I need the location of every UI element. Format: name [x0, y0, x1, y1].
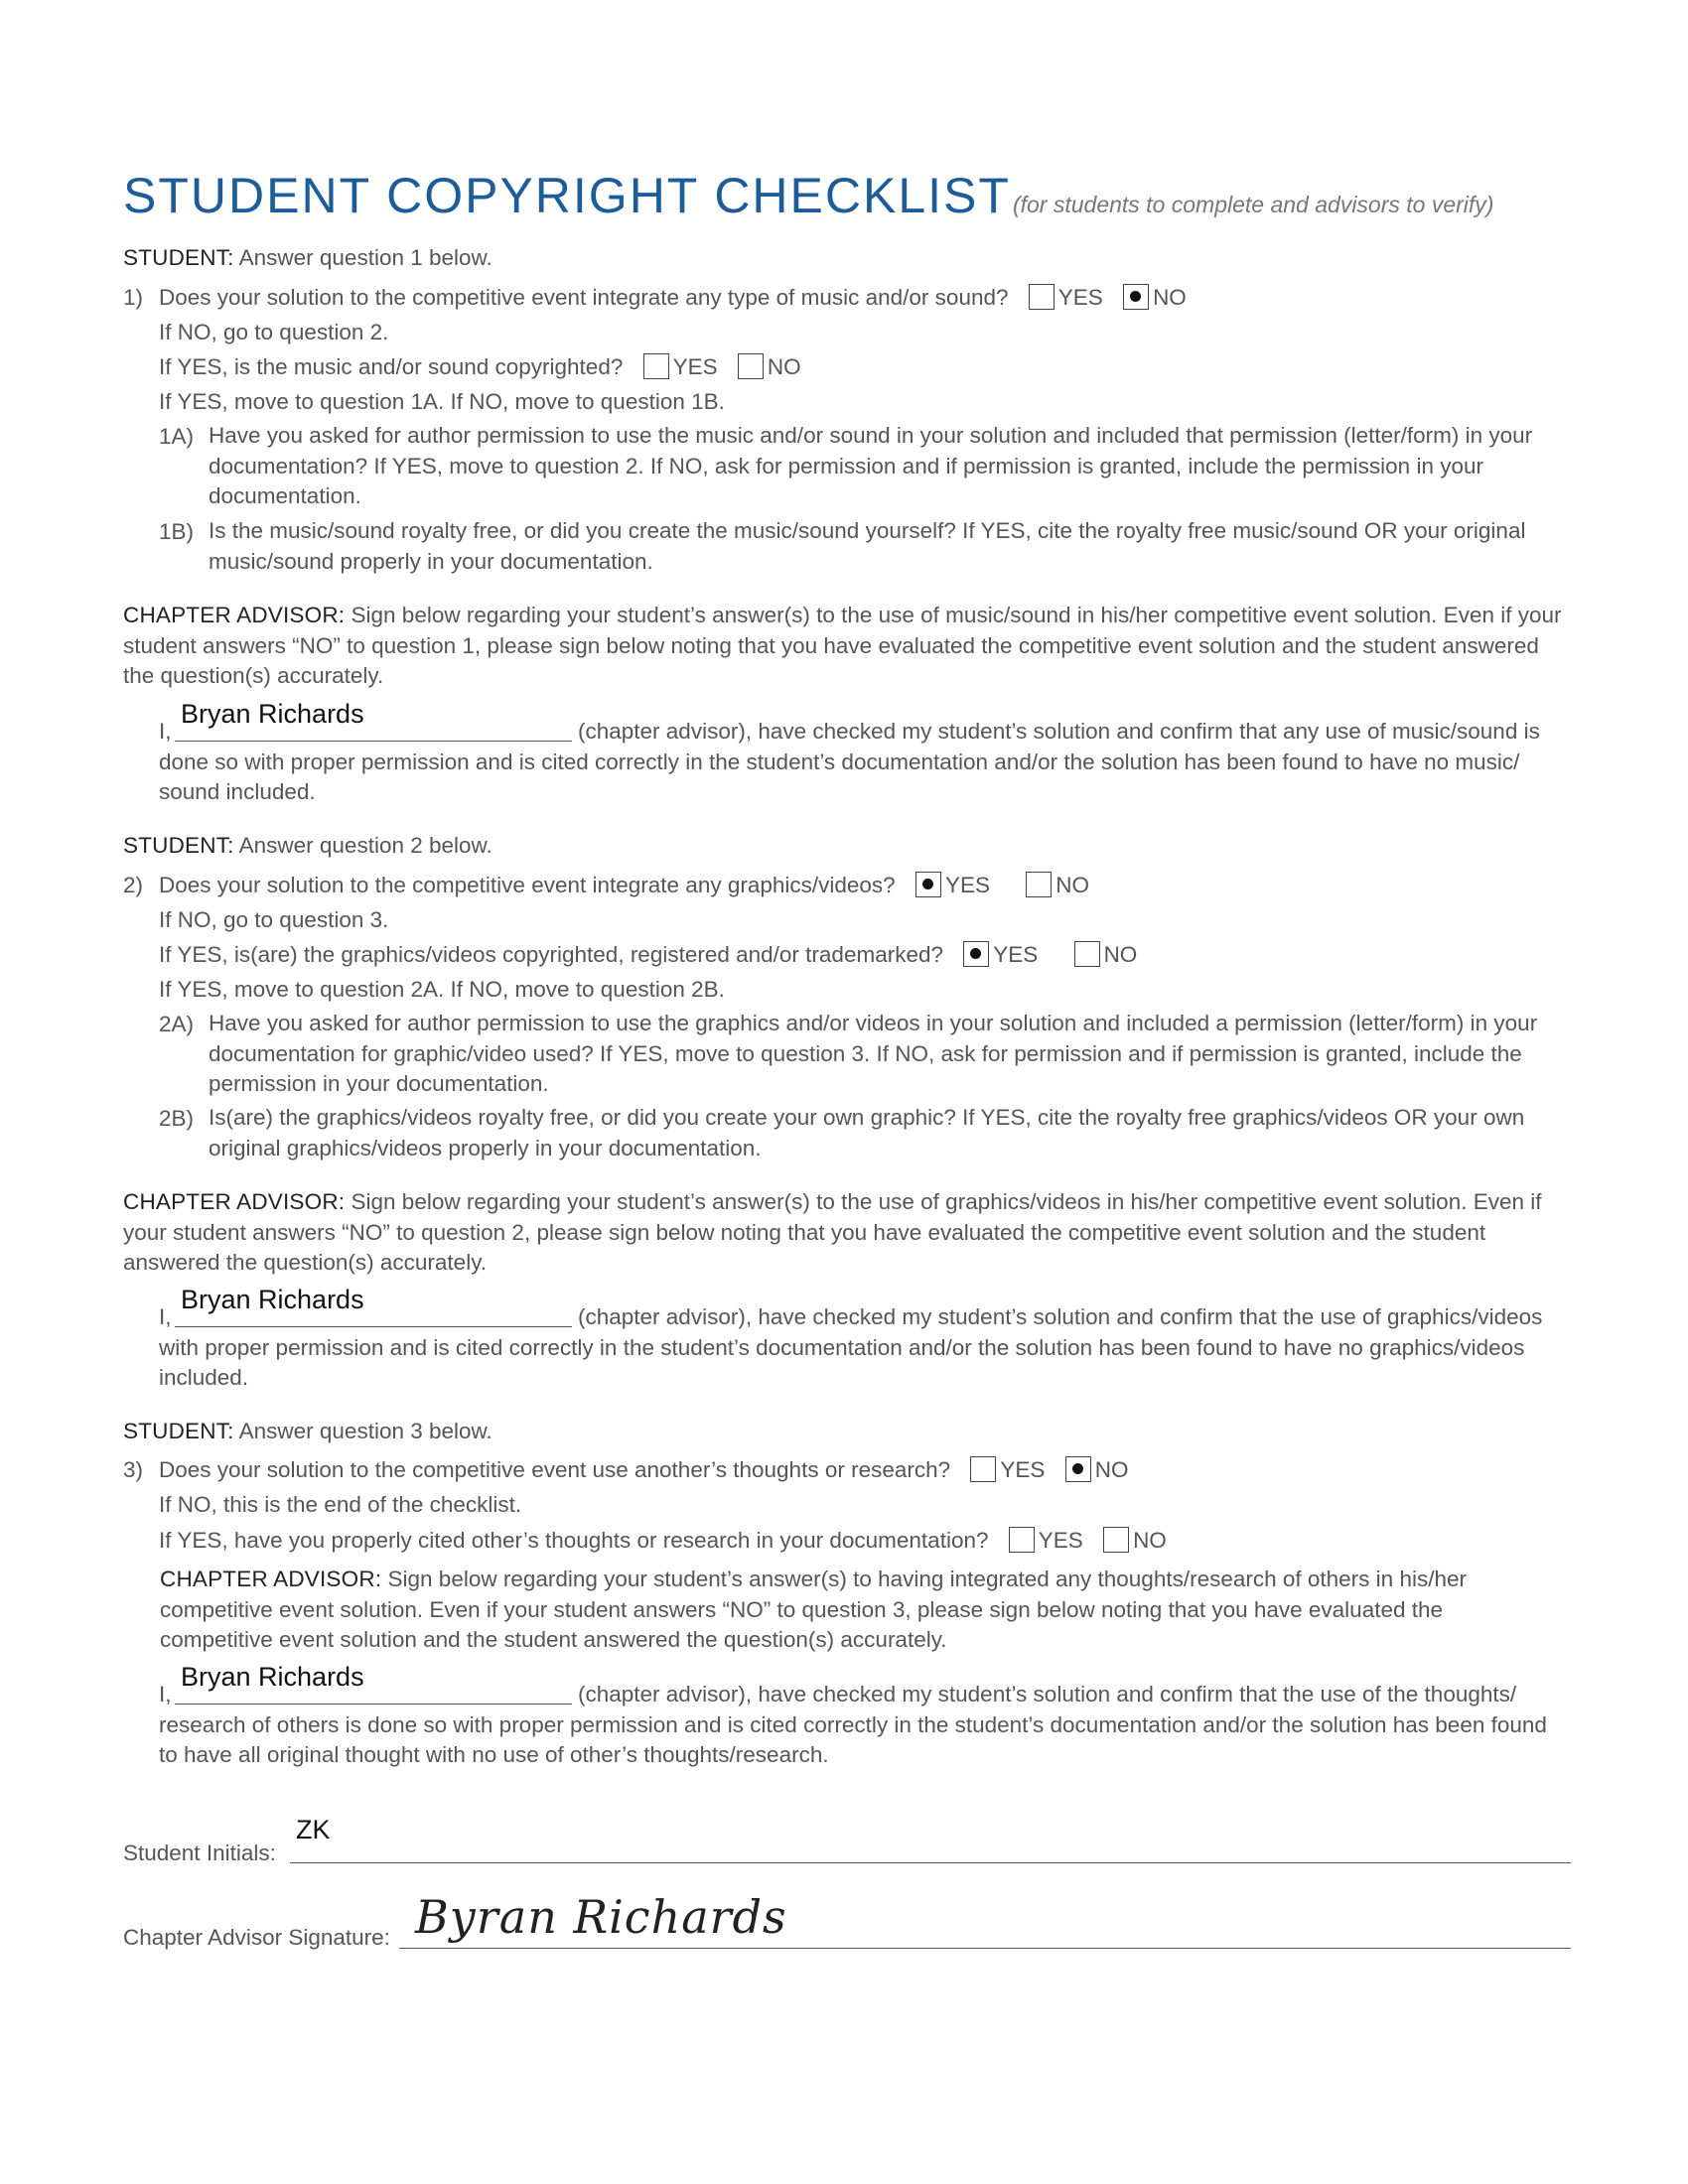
sign-text-line-2: research of others is done so with proper permission and is cited correctly in the student’s documentation and/or the solution has been found [159, 1712, 1547, 1737]
advisor-label: CHAPTER ADVISOR: [160, 1567, 382, 1591]
page-title [123, 167, 1493, 224]
sign-text-line-2: done so with proper permission and is cited correctly in the student’s documentation and/or the solution has been found to have no music/ [159, 750, 1520, 774]
sign-prefix: I, [159, 1304, 172, 1329]
q2-no-checkbox[interactable] [1026, 872, 1052, 897]
question-1 [123, 282, 1187, 313]
sub-question-text: If YES, is(are) the graphics/videos copyrighted, registered and/or trademarked? [159, 942, 943, 967]
yes-label: YES [944, 873, 990, 897]
q3-sub-yes-checkbox[interactable] [1009, 1527, 1035, 1553]
q1a-number: 1A) [159, 424, 195, 449]
q2-sub-yes-checkbox[interactable] [963, 941, 989, 967]
no-label: NO [1133, 1528, 1167, 1553]
title-main: STUDENT COPYRIGHT CHECKLIST [123, 168, 1011, 223]
yes-label: YES [1038, 1528, 1083, 1553]
sign-text-line-1: (chapter advisor), have checked my student’s solution and confirm that the use of the thoughts/ [578, 1682, 1517, 1706]
yes-label: YES [993, 942, 1039, 967]
chapter-advisor-signature-label: Chapter Advisor Signature: [123, 1925, 390, 1950]
q1-sub-no-checkbox[interactable] [738, 353, 764, 379]
q2b-number: 2B) [159, 1106, 195, 1131]
q1-no-checkbox[interactable] [1123, 284, 1149, 310]
section1-student-instruction [123, 242, 492, 273]
advisor-label: CHAPTER ADVISOR: [123, 1189, 346, 1214]
student-initials-line[interactable] [290, 1862, 1571, 1863]
advisor-name-field[interactable]: Bryan Richards [181, 1285, 364, 1314]
q1b-number: 1B) [159, 519, 195, 544]
student-label: STUDENT: [123, 1419, 234, 1443]
q2a-text: Have you asked for author permission to use the graphics and/or videos in your solution and included a permission (letter/form) in your documentation for graphic/video used? If YES, move to question 3. If NO, ask for permission and if permission is granted, include the permission in your documentation. [209, 1011, 1538, 1096]
student-instruction-text: Answer question 3 below. [238, 1419, 492, 1443]
advisor-instruction-text: Sign below regarding your student’s answer(s) to the use of graphics/videos in his/her competitive event solution. Even if your student answers “NO” to question 2, please sign below noting that you have evaluated the competitive event solution and the student answered the question(s) accurately. [123, 1189, 1542, 1275]
q2b-text: Is(are) the graphics/videos royalty free, or did you create your own graphic? If YES, cite the royalty free graphics/videos OR your own original graphics/videos properly in your documentation. [209, 1105, 1525, 1160]
question-3-sub [159, 1525, 1167, 1556]
yes-label: YES [1057, 285, 1103, 310]
sign-text-line-3: included. [159, 1365, 249, 1390]
question-2 [123, 870, 1089, 900]
q1b-text: Is the music/sound royalty free, or did you create the music/sound yourself? If YES, cite the royalty free music/sound OR your original music/sound properly in your documentation. [209, 518, 1526, 574]
advisor-instruction-text: Sign below regarding your student’s answer(s) to the use of music/sound in his/her competitive event solution. Even if your student answers “NO” to question 1, please sign below noting that you have evaluated the competitive event solution and the student answered the question(s) accurately. [123, 603, 1562, 688]
question-number: 3) [123, 1457, 144, 1482]
q1-if-yes-move: If YES, move to question 1A. If NO, move to question 1B. [159, 389, 725, 414]
sign-text-line-3: sound included. [159, 779, 316, 804]
q3-sub-no-checkbox[interactable] [1103, 1527, 1129, 1553]
q1a-text: Have you asked for author permission to use the music and/or sound in your solution and included that permission (letter/form) in your documentation? If YES, move to question 2. If NO, ask for permission and if permission is granted, include the permission in your documentation. [209, 423, 1533, 508]
section2-advisor-instruction [123, 1187, 1558, 1279]
title-subtitle: (for students to complete and advisors to verify) [1012, 192, 1494, 217]
no-label: NO [1094, 1457, 1129, 1482]
advisor-name-line[interactable] [175, 741, 572, 742]
question-text: Does your solution to the competitive event integrate any graphics/videos? [159, 873, 896, 897]
sub-question-text: If YES, is the music and/or sound copyrighted? [159, 354, 624, 379]
sign-text-line-3: to have all original thought with no use of other’s thoughts/research. [159, 1742, 829, 1767]
advisor-name-line[interactable] [175, 1326, 572, 1327]
chapter-advisor-signature[interactable]: Byran Richards [415, 1890, 787, 1944]
sign-text-line-2: with proper permission and is cited correctly in the student’s documentation and/or the solution has been found to have no graphics/videos [159, 1335, 1525, 1360]
advisor-instruction-text: Sign below regarding your student’s answer(s) to having integrated any thoughts/research of others in his/her competitive event solution. Even if your student answers “NO” to question 3, please sign below noting that you have evaluated the competitive event solution and the student answered the question(s) accurately. [160, 1567, 1467, 1652]
question-1-sub [159, 351, 801, 382]
no-label: NO [1153, 285, 1187, 310]
q1-yes-checkbox[interactable] [1029, 284, 1055, 310]
q1-sub-yes-checkbox[interactable] [643, 353, 669, 379]
student-initials-label: Student Initials: [123, 1841, 276, 1865]
student-label: STUDENT: [123, 245, 234, 270]
sub-question-text: If YES, have you properly cited other’s thoughts or research in your documentation? [159, 1528, 989, 1553]
sign-prefix: I, [159, 1682, 172, 1706]
student-instruction-text: Answer question 2 below. [238, 833, 492, 858]
q2-sub-no-checkbox[interactable] [1074, 941, 1100, 967]
question-text: Does your solution to the competitive event integrate any type of music and/or sound? [159, 285, 1009, 310]
section3-student-instruction [123, 1416, 492, 1446]
section2-student-instruction [123, 830, 492, 861]
question-number: 2) [123, 873, 144, 897]
sign-prefix: I, [159, 719, 172, 744]
q2-if-no: If NO, go to question 3. [159, 907, 389, 932]
question-3 [123, 1454, 1128, 1485]
section1-advisor-instruction [123, 601, 1563, 692]
no-label: NO [1103, 942, 1138, 967]
q2-yes-checkbox[interactable] [915, 872, 941, 897]
advisor-name-line[interactable] [175, 1704, 572, 1705]
question-2-sub [159, 939, 1137, 970]
question-number: 1) [123, 285, 144, 310]
question-text: Does your solution to the competitive event use another’s thoughts or research? [159, 1457, 951, 1482]
no-label: NO [767, 354, 801, 379]
advisor-label: CHAPTER ADVISOR: [123, 603, 346, 627]
yes-label: YES [672, 354, 718, 379]
advisor-name-field[interactable]: Bryan Richards [181, 1662, 364, 1692]
student-label: STUDENT: [123, 833, 234, 858]
yes-label: YES [1000, 1457, 1046, 1482]
advisor-name-field[interactable]: Bryan Richards [181, 699, 364, 729]
q1-if-no: If NO, go to question 2. [159, 320, 389, 344]
sign-text-line-1: (chapter advisor), have checked my student’s solution and confirm that the use of graphics/videos [578, 1304, 1543, 1329]
student-instruction-text: Answer question 1 below. [238, 245, 492, 270]
q3-yes-checkbox[interactable] [970, 1456, 996, 1482]
student-initials-field[interactable]: ZK [296, 1815, 331, 1844]
chapter-advisor-signature-line[interactable] [399, 1948, 1571, 1949]
q2-if-yes-move: If YES, move to question 2A. If NO, move to question 2B. [159, 977, 725, 1002]
q3-if-no: If NO, this is the end of the checklist. [159, 1492, 522, 1517]
q2a-number: 2A) [159, 1012, 195, 1036]
sign-text-line-1: (chapter advisor), have checked my student’s solution and confirm that any use of music/sound is [578, 719, 1540, 744]
no-label: NO [1055, 873, 1089, 897]
section3-advisor-instruction [160, 1565, 1495, 1656]
q3-no-checkbox[interactable] [1065, 1456, 1091, 1482]
